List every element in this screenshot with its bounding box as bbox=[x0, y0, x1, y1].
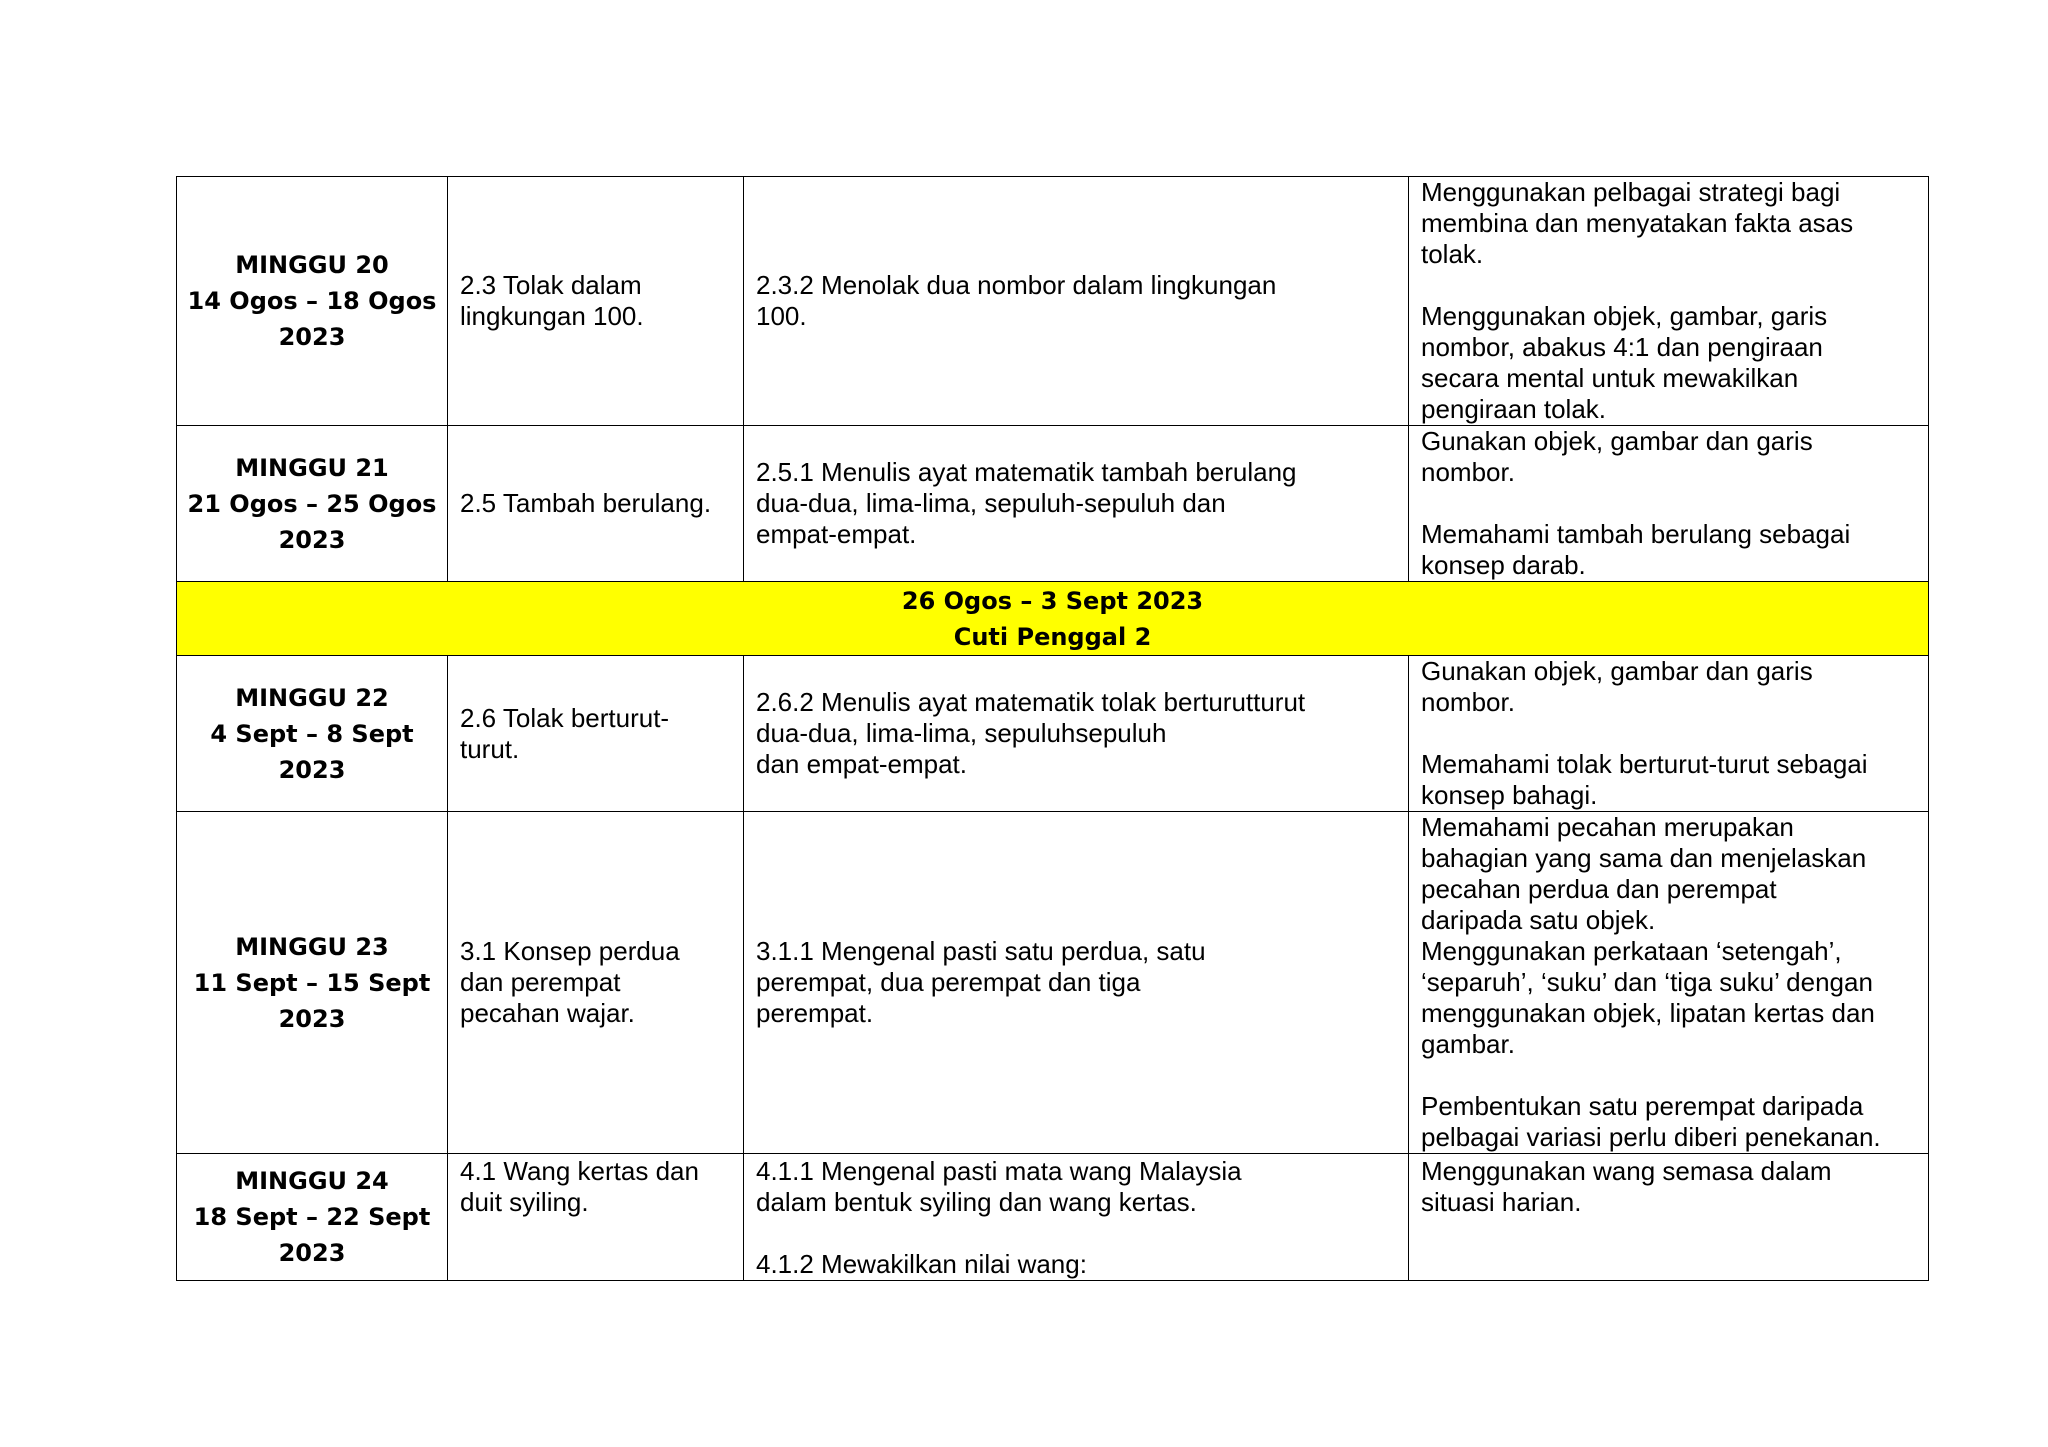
learning-standard-line: dua-dua, lima-lima, sepuluhsepuluh bbox=[756, 718, 1167, 748]
standard-content-line: turut. bbox=[460, 733, 520, 764]
holiday-row bbox=[177, 582, 1929, 656]
standard-content-cell bbox=[448, 177, 744, 426]
table-row bbox=[177, 656, 1929, 812]
learning-standard-cell bbox=[744, 177, 1409, 426]
notes-line: daripada satu objek. bbox=[1421, 905, 1656, 935]
standard-content-line: 2.6 Tolak berturut- bbox=[460, 702, 670, 733]
learning-standard-line: dua-dua, lima-lima, sepuluh-sepuluh dan bbox=[756, 488, 1226, 518]
notes-line: gambar. bbox=[1421, 1029, 1515, 1059]
standard-content-cell bbox=[448, 1154, 744, 1281]
week-year: 2023 bbox=[278, 1004, 346, 1033]
learning-standard-line: 2.5.1 Menulis ayat matematik tambah berulang bbox=[756, 457, 1297, 487]
notes-line: Menggunakan objek, gambar, garis bbox=[1421, 301, 1828, 331]
week-dates: 11 Sept – 15 Sept bbox=[193, 968, 431, 997]
week-dates: 14 Ogos – 18 Ogos bbox=[187, 287, 437, 315]
standard-content-line: pecahan wajar. bbox=[460, 998, 635, 1028]
week-label: MINGGU 24 bbox=[235, 1167, 389, 1195]
learning-standard-line: dan empat-empat. bbox=[756, 749, 968, 779]
standard-content-line: dan perempat bbox=[460, 967, 621, 997]
notes-cell bbox=[1409, 426, 1929, 582]
learning-standard-line: 100. bbox=[756, 301, 807, 331]
notes-line: Gunakan objek, gambar dan garis bbox=[1421, 656, 1813, 686]
week-label: MINGGU 23 bbox=[235, 932, 389, 961]
holiday-label: Cuti Penggal 2 bbox=[953, 622, 1152, 651]
holiday-cell bbox=[177, 582, 1929, 656]
week-label: MINGGU 20 bbox=[235, 251, 389, 279]
learning-standard-line: 3.1.1 Mengenal pasti satu perdua, satu bbox=[756, 936, 1206, 966]
table-row bbox=[177, 1154, 1929, 1281]
standard-content-line: 4.1 Wang kertas dan bbox=[460, 1156, 699, 1186]
learning-standard-line: 4.1.2 Mewakilkan nilai wang: bbox=[756, 1249, 1087, 1279]
learning-standard-line: dalam bentuk syiling dan wang kertas. bbox=[756, 1187, 1197, 1217]
learning-standard-cell bbox=[744, 812, 1409, 1154]
notes-spacer bbox=[1421, 718, 1916, 749]
notes-line: membina dan menyatakan fakta asas bbox=[1421, 208, 1854, 238]
holiday-dates: 26 Ogos – 3 Sept 2023 bbox=[901, 586, 1204, 615]
week-year: 2023 bbox=[278, 323, 346, 351]
standard-content-cell bbox=[448, 812, 744, 1154]
learning-standard-line: 4.1.1 Mengenal pasti mata wang Malaysia bbox=[756, 1156, 1242, 1186]
week-year: 2023 bbox=[278, 525, 346, 554]
week-dates: 4 Sept – 8 Sept bbox=[210, 719, 414, 748]
notes-line: pecahan perdua dan perempat bbox=[1421, 874, 1777, 904]
notes-line: pengiraan tolak. bbox=[1421, 394, 1607, 424]
notes-line: nombor. bbox=[1421, 687, 1515, 717]
notes-line: ‘separuh’, ‘suku’ dan ‘tiga suku’ dengan bbox=[1421, 967, 1873, 997]
week-dates: 18 Sept – 22 Sept bbox=[193, 1203, 431, 1231]
notes-line: menggunakan objek, lipatan kertas dan bbox=[1421, 998, 1875, 1028]
notes-cell bbox=[1409, 1154, 1929, 1281]
learning-standard-line: perempat, dua perempat dan tiga bbox=[756, 967, 1141, 997]
learning-standard-cell bbox=[744, 426, 1409, 582]
notes-line: Menggunakan perkataan ‘setengah’, bbox=[1421, 936, 1842, 966]
week-dates: 21 Ogos – 25 Ogos bbox=[187, 489, 437, 518]
notes-line: tolak. bbox=[1421, 239, 1484, 269]
notes-line: situasi harian. bbox=[1421, 1187, 1582, 1217]
learning-standard-cell bbox=[744, 1154, 1409, 1281]
learning-standard-cell bbox=[744, 656, 1409, 812]
notes-line: Memahami tolak berturut-turut sebagai bbox=[1421, 749, 1868, 779]
notes-spacer bbox=[1421, 1060, 1916, 1091]
notes-spacer bbox=[1421, 270, 1916, 301]
teaching-plan-table bbox=[176, 176, 1929, 1281]
standard-content-line: lingkungan 100. bbox=[460, 301, 644, 331]
learning-standard-line: empat-empat. bbox=[756, 519, 917, 549]
standard-content-cell bbox=[448, 656, 744, 812]
notes-line: Gunakan objek, gambar dan garis bbox=[1421, 426, 1813, 456]
notes-line: nombor. bbox=[1421, 457, 1515, 487]
notes-line: konsep darab. bbox=[1421, 550, 1586, 580]
notes-line: Memahami tambah berulang sebagai bbox=[1421, 519, 1851, 549]
notes-cell bbox=[1409, 656, 1929, 812]
standard-content-cell bbox=[448, 426, 744, 582]
week-cell bbox=[177, 426, 448, 582]
week-label: MINGGU 22 bbox=[235, 683, 389, 712]
notes-line: Pembentukan satu perempat daripada bbox=[1421, 1091, 1864, 1121]
standard-content-line: 3.1 Konsep perdua bbox=[460, 936, 680, 966]
notes-cell bbox=[1409, 177, 1929, 426]
week-year: 2023 bbox=[278, 755, 346, 784]
week-cell bbox=[177, 1154, 448, 1281]
notes-line: pelbagai variasi perlu diberi penekanan. bbox=[1421, 1122, 1881, 1152]
week-label: MINGGU 21 bbox=[235, 453, 389, 482]
notes-line: secara mental untuk mewakilkan bbox=[1421, 363, 1799, 393]
table-row bbox=[177, 426, 1929, 582]
standard-content-line: duit syiling. bbox=[460, 1187, 589, 1217]
week-cell bbox=[177, 812, 448, 1154]
week-cell bbox=[177, 656, 448, 812]
notes-line: Menggunakan pelbagai strategi bagi bbox=[1421, 177, 1841, 207]
notes-line: nombor, abakus 4:1 dan pengiraan bbox=[1421, 332, 1823, 362]
learning-standard-line: 2.6.2 Menulis ayat matematik tolak berturutturut bbox=[756, 687, 1306, 717]
notes-line: Menggunakan wang semasa dalam bbox=[1421, 1156, 1832, 1186]
standard-content-line: 2.5 Tambah berulang. bbox=[460, 488, 712, 518]
learning-standard-line: 2.3.2 Menolak dua nombor dalam lingkungan bbox=[756, 270, 1277, 300]
notes-line: konsep bahagi. bbox=[1421, 780, 1598, 810]
standard-content-line: 2.3 Tolak dalam bbox=[460, 270, 642, 300]
notes-line: Memahami pecahan merupakan bbox=[1421, 812, 1794, 842]
notes-spacer bbox=[1421, 488, 1916, 519]
week-cell bbox=[177, 177, 448, 426]
table-row bbox=[177, 177, 1929, 426]
notes-cell bbox=[1409, 812, 1929, 1154]
notes-line: bahagian yang sama dan menjelaskan bbox=[1421, 843, 1867, 873]
learning-standard-spacer bbox=[756, 1218, 1396, 1249]
table-row bbox=[177, 812, 1929, 1154]
learning-standard-line: perempat. bbox=[756, 998, 874, 1028]
week-year: 2023 bbox=[278, 1239, 346, 1267]
